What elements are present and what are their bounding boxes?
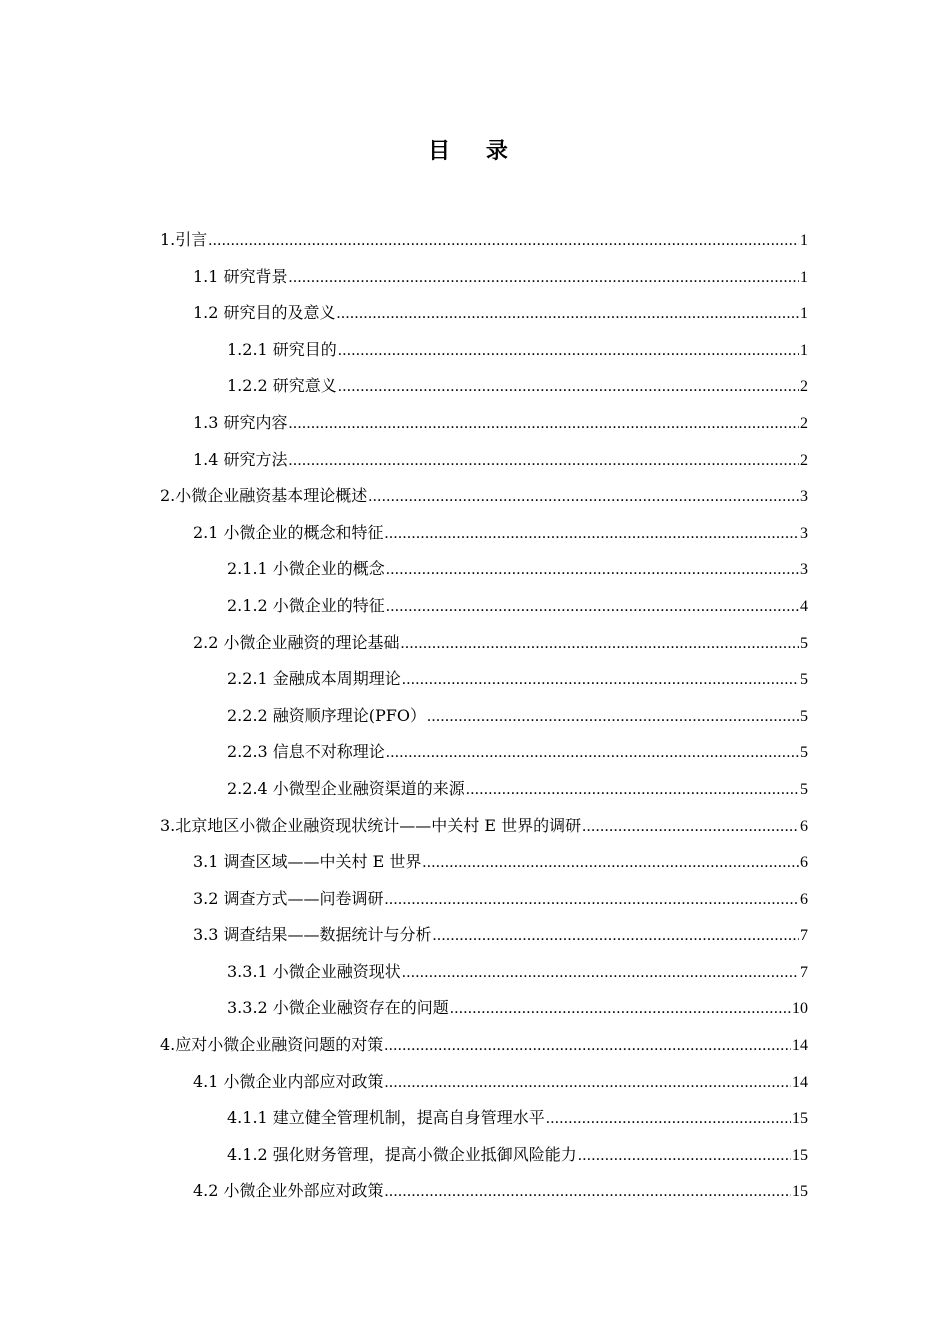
toc-page-number: 5 bbox=[800, 634, 808, 652]
toc-entry[interactable] bbox=[160, 368, 808, 405]
toc-dot-leader bbox=[289, 443, 799, 480]
toc-page-number: 1 bbox=[800, 305, 808, 323]
toc-page-number: 7 bbox=[800, 927, 808, 945]
toc-entry-text: 2.2.4 小微型企业融资渠道的来源 bbox=[227, 778, 465, 798]
toc-entry-text: 3.3.1 小微企业融资现状 bbox=[227, 961, 401, 981]
toc-entry[interactable] bbox=[160, 442, 808, 479]
toc-entry[interactable] bbox=[160, 1100, 808, 1137]
toc-page-number: 5 bbox=[800, 707, 808, 725]
toc-page-number: 2 bbox=[800, 451, 808, 469]
toc-page-number: 3 bbox=[800, 488, 808, 506]
toc-entry[interactable] bbox=[160, 259, 808, 296]
toc-page-number: 7 bbox=[800, 963, 808, 981]
toc-dot-leader bbox=[450, 991, 791, 1028]
toc-page-number: 1 bbox=[800, 268, 808, 286]
toc-entry-text: 2.1.1 小微企业的概念 bbox=[227, 559, 385, 579]
toc-page-number: 1 bbox=[800, 341, 808, 359]
toc-dot-leader bbox=[401, 626, 799, 663]
toc-entry-text: 2.1 小微企业的概念和特征 bbox=[193, 522, 384, 542]
toc-entry[interactable] bbox=[160, 698, 808, 735]
toc-page-number: 15 bbox=[792, 1110, 808, 1128]
toc-entry-text: 1.1 研究背景 bbox=[193, 266, 288, 286]
toc-entry[interactable] bbox=[160, 515, 808, 552]
toc-dot-leader bbox=[422, 845, 799, 882]
toc-entry-text: 2.1.2 小微企业的特征 bbox=[227, 595, 385, 615]
toc-entry-text: 4.1.2 强化财务管理，提高小微企业抵御风险能力 bbox=[227, 1144, 577, 1164]
toc-entry[interactable] bbox=[160, 222, 808, 259]
toc-dot-leader bbox=[466, 772, 799, 809]
toc-page-number: 6 bbox=[800, 854, 808, 872]
toc-entry[interactable] bbox=[160, 1137, 808, 1174]
toc-entry-text: 2.小微企业融资基本理论概述 bbox=[160, 486, 368, 506]
toc-entry[interactable] bbox=[160, 808, 808, 845]
toc-entry-text: 1.2 研究目的及意义 bbox=[193, 303, 336, 323]
toc-page-number: 5 bbox=[800, 780, 808, 798]
toc-entry-text: 3.2 调查方式——问卷调研 bbox=[193, 888, 384, 908]
toc-entry[interactable] bbox=[160, 588, 808, 625]
toc-dot-leader bbox=[384, 1028, 791, 1065]
toc-list bbox=[160, 222, 808, 1210]
toc-dot-leader bbox=[427, 699, 799, 736]
toc-dot-leader bbox=[368, 479, 799, 516]
toc-entry[interactable] bbox=[160, 295, 808, 332]
toc-page-number: 5 bbox=[800, 671, 808, 689]
toc-entry-text: 3.3 调查结果——数据统计与分析 bbox=[193, 925, 432, 945]
toc-page-number: 6 bbox=[800, 817, 808, 835]
toc-dot-leader bbox=[578, 1138, 791, 1175]
toc-entry-text: 1.引言 bbox=[160, 230, 208, 249]
toc-dot-leader bbox=[385, 1065, 791, 1102]
toc-entry[interactable] bbox=[160, 478, 808, 515]
toc-entry[interactable] bbox=[160, 917, 808, 954]
toc-page-number: 1 bbox=[800, 232, 808, 249]
toc-entry-text: 2.2.2 融资顺序理论(PFO） bbox=[227, 705, 427, 725]
toc-dot-leader bbox=[386, 589, 799, 626]
toc-dot-leader bbox=[582, 809, 799, 846]
toc-entry-text: 2.2.1 金融成本周期理论 bbox=[227, 669, 401, 689]
toc-entry[interactable] bbox=[160, 844, 808, 881]
toc-dot-leader bbox=[289, 260, 799, 297]
toc-dot-leader bbox=[385, 1174, 791, 1211]
toc-title: 目 录 bbox=[428, 139, 522, 164]
toc-entry[interactable] bbox=[160, 990, 808, 1027]
toc-entry[interactable] bbox=[160, 1027, 808, 1064]
toc-entry-text: 4.2 小微企业外部应对政策 bbox=[193, 1181, 384, 1201]
toc-entry-text: 4.应对小微企业融资问题的对策 bbox=[160, 1035, 384, 1055]
toc-entry[interactable] bbox=[160, 881, 808, 918]
toc-page-number: 15 bbox=[792, 1146, 808, 1164]
toc-entry[interactable] bbox=[160, 1173, 808, 1210]
toc-entry-text: 1.2.1 研究目的 bbox=[227, 339, 337, 359]
toc-dot-leader bbox=[433, 918, 799, 955]
toc-dot-leader bbox=[338, 333, 799, 370]
toc-page-number: 5 bbox=[800, 744, 808, 762]
toc-entry[interactable] bbox=[160, 625, 808, 662]
toc-entry-text: 1.3 研究内容 bbox=[193, 412, 288, 432]
toc-dot-leader bbox=[289, 406, 799, 443]
toc-entry[interactable] bbox=[160, 771, 808, 808]
toc-page-number: 10 bbox=[792, 1000, 808, 1018]
toc-entry-text: 1.2.2 研究意义 bbox=[227, 376, 337, 396]
toc-entry[interactable] bbox=[160, 405, 808, 442]
toc-page-number: 2 bbox=[800, 414, 808, 432]
toc-dot-leader bbox=[386, 552, 799, 589]
toc-entry[interactable] bbox=[160, 734, 808, 771]
toc-dot-leader bbox=[385, 882, 799, 919]
toc-entry[interactable] bbox=[160, 551, 808, 588]
toc-page-number: 3 bbox=[800, 524, 808, 542]
toc-page-number: 4 bbox=[800, 597, 808, 615]
toc-entry-text: 3.1 调查区域——中关村 E 世界 bbox=[193, 852, 422, 872]
toc-dot-leader bbox=[546, 1101, 791, 1138]
toc-entry-text: 3.北京地区小微企业融资现状统计——中关村 E 世界的调研 bbox=[160, 815, 582, 835]
toc-entry-text: 1.4 研究方法 bbox=[193, 449, 288, 469]
toc-entry[interactable] bbox=[160, 954, 808, 991]
toc-entry-text: 3.3.2 小微企业融资存在的问题 bbox=[227, 998, 449, 1018]
toc-entry-text: 4.1.1 建立健全管理机制，提高自身管理水平 bbox=[227, 1108, 545, 1128]
toc-dot-leader bbox=[385, 516, 799, 553]
toc-entry[interactable] bbox=[160, 661, 808, 698]
toc-page-number: 14 bbox=[792, 1037, 808, 1055]
toc-dot-leader bbox=[337, 296, 799, 333]
toc-page-number: 2 bbox=[800, 378, 808, 396]
toc-dot-leader bbox=[386, 735, 799, 772]
toc-entry[interactable] bbox=[160, 1064, 808, 1101]
toc-entry-text: 4.1 小微企业内部应对政策 bbox=[193, 1071, 384, 1091]
toc-page-number: 6 bbox=[800, 890, 808, 908]
toc-entry-text: 2.2.3 信息不对称理论 bbox=[227, 742, 385, 762]
toc-page-number: 14 bbox=[792, 1073, 808, 1091]
toc-entry[interactable] bbox=[160, 332, 808, 369]
toc-dot-leader bbox=[208, 223, 799, 260]
toc-page-number: 15 bbox=[792, 1183, 808, 1201]
toc-dot-leader bbox=[338, 369, 799, 406]
toc-entry-text: 2.2 小微企业融资的理论基础 bbox=[193, 632, 400, 652]
toc-page-number: 3 bbox=[800, 561, 808, 579]
toc-dot-leader bbox=[402, 955, 799, 992]
toc-dot-leader bbox=[402, 662, 799, 699]
